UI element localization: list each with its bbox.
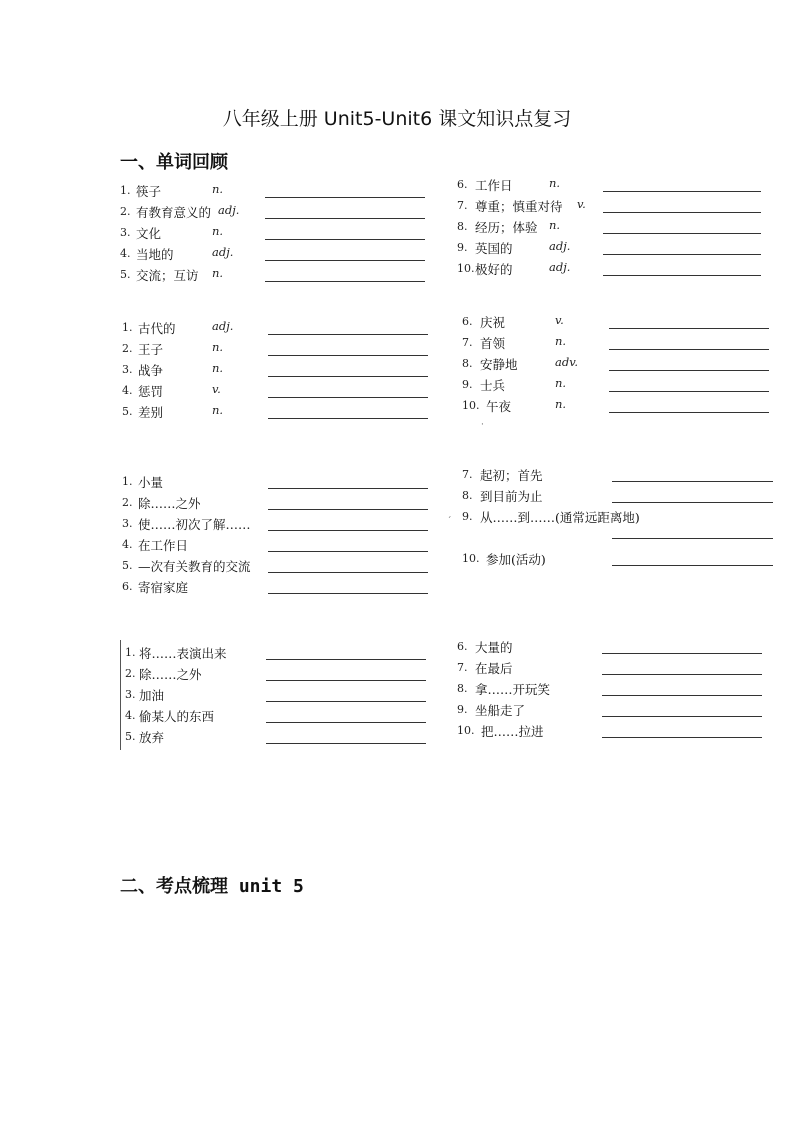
answer-blank[interactable] <box>603 275 761 276</box>
phrase: 寄宿家庭 <box>138 580 189 595</box>
part-of-speech: adj. <box>549 260 571 274</box>
item-number: 5. <box>122 405 133 418</box>
vocab-word: 差别 <box>138 405 164 420</box>
answer-blank[interactable] <box>266 722 426 723</box>
part-of-speech: adv. <box>555 355 579 369</box>
part-of-speech: n. <box>549 176 561 190</box>
phrase: 放弃 <box>139 730 165 745</box>
part-of-speech: n. <box>212 403 224 417</box>
vocab-word: 英国的 <box>475 241 513 256</box>
phrase: 偷某人的东西 <box>139 709 215 724</box>
phrase: 拿……开玩笑 <box>475 682 551 697</box>
phrase: 把……拉进 <box>481 724 544 739</box>
answer-blank[interactable] <box>603 212 761 213</box>
answer-blank[interactable] <box>265 281 425 282</box>
document-title: 八年级上册 Unit5-Unit6 课文知识点复习 <box>222 108 572 130</box>
item-number: 7. <box>457 661 468 674</box>
phrase: 在最后 <box>475 661 513 676</box>
vocab-word: 交流；互访 <box>136 268 199 283</box>
phrase: 从……到……(通常远距离地) <box>480 510 640 525</box>
answer-blank[interactable] <box>612 481 773 482</box>
item-number: 6. <box>122 580 133 593</box>
phrase: 将……表演出来 <box>139 646 227 661</box>
vocab-word: 经历；体验 <box>475 220 538 235</box>
item-number: 6. <box>457 178 468 191</box>
item-number: 8. <box>462 489 473 502</box>
answer-blank[interactable] <box>265 239 425 240</box>
item-number: 3. <box>122 363 133 376</box>
vocab-word: 文化 <box>136 226 162 241</box>
answer-blank[interactable] <box>602 737 762 738</box>
part-of-speech: adj. <box>549 239 571 253</box>
answer-blank[interactable] <box>268 355 428 356</box>
part-of-speech: n. <box>212 361 224 375</box>
item-number: 5. <box>120 268 131 281</box>
answer-blank[interactable] <box>266 680 426 681</box>
item-number: 7. <box>462 336 473 349</box>
item-number: 5. <box>125 730 136 743</box>
item-number: 1. <box>122 321 133 334</box>
answer-blank[interactable] <box>612 565 773 566</box>
part-of-speech: v. <box>577 197 586 211</box>
item-number: 4. <box>125 709 136 722</box>
answer-blank[interactable] <box>603 254 761 255</box>
item-number: 3. <box>122 517 133 530</box>
item-number: 6. <box>457 640 468 653</box>
item-number: 10. <box>457 262 475 275</box>
vocab-word: 古代的 <box>138 321 176 336</box>
answer-blank[interactable] <box>265 260 425 261</box>
answer-blank[interactable] <box>268 488 428 489</box>
answer-blank[interactable] <box>612 538 773 539</box>
item-number: 4. <box>122 384 133 397</box>
part-of-speech: n. <box>212 182 224 196</box>
part-of-speech: v. <box>212 382 221 396</box>
answer-blank[interactable] <box>609 349 769 350</box>
phrase: 大量的 <box>475 640 513 655</box>
item-number: 9. <box>462 378 473 391</box>
scan-edge-line <box>120 640 121 750</box>
vocab-word: 工作日 <box>475 178 513 193</box>
part-of-speech: n. <box>549 218 561 232</box>
answer-blank[interactable] <box>268 397 428 398</box>
vocab-word: 极好的 <box>475 262 513 277</box>
answer-blank[interactable] <box>265 218 425 219</box>
phrase: 坐船走了 <box>475 703 526 718</box>
vocab-word: 午夜 <box>486 399 512 414</box>
scan-speck: ˊ <box>447 517 452 527</box>
item-number: 9. <box>462 510 473 523</box>
answer-blank[interactable] <box>609 328 769 329</box>
phrase: —次有关教育的交流 <box>138 559 251 574</box>
item-number: 10. <box>462 552 480 565</box>
answer-blank[interactable] <box>602 716 762 717</box>
item-number: 2. <box>122 342 133 355</box>
vocab-word: 庆祝 <box>480 315 506 330</box>
answer-blank[interactable] <box>265 197 425 198</box>
item-number: 1. <box>125 646 136 659</box>
vocab-word: 战争 <box>138 363 164 378</box>
answer-blank[interactable] <box>609 370 769 371</box>
phrase: 参加(活动) <box>486 552 546 567</box>
answer-blank[interactable] <box>268 418 428 419</box>
item-number: 7. <box>457 199 468 212</box>
part-of-speech: adj. <box>212 245 234 259</box>
answer-blank[interactable] <box>603 233 761 234</box>
phrase: 起初；首先 <box>480 468 543 483</box>
scan-speck: · <box>481 420 484 430</box>
part-of-speech: n. <box>555 397 567 411</box>
item-number: 9. <box>457 703 468 716</box>
part-of-speech: n. <box>212 340 224 354</box>
section-heading-key-points: 二、考点梳理 unit 5 <box>120 876 304 897</box>
answer-blank[interactable] <box>268 551 428 552</box>
answer-blank[interactable] <box>268 530 428 531</box>
item-number: 8. <box>457 682 468 695</box>
item-number: 1. <box>122 475 133 488</box>
section-heading-vocabulary: 一、单词回顾 <box>120 152 228 173</box>
vocab-word: 惩罚 <box>138 384 164 399</box>
part-of-speech: adj. <box>218 203 240 217</box>
answer-blank[interactable] <box>603 191 761 192</box>
item-number: 10. <box>457 724 475 737</box>
item-number: 6. <box>462 315 473 328</box>
phrase: 加油 <box>139 688 165 703</box>
answer-blank[interactable] <box>268 334 428 335</box>
vocab-word: 尊重；慎重对待 <box>475 199 563 214</box>
answer-blank[interactable] <box>609 391 769 392</box>
vocab-word: 士兵 <box>480 378 506 393</box>
answer-blank[interactable] <box>609 412 769 413</box>
phrase: 小量 <box>138 475 164 490</box>
answer-blank[interactable] <box>268 376 428 377</box>
item-number: 7. <box>462 468 473 481</box>
part-of-speech: adj. <box>212 319 234 333</box>
item-number: 2. <box>122 496 133 509</box>
vocab-word: 筷子 <box>136 184 162 199</box>
phrase: 使……初次了解…… <box>138 517 251 532</box>
item-number: 8. <box>457 220 468 233</box>
answer-blank[interactable] <box>602 674 762 675</box>
vocab-word: 首领 <box>480 336 506 351</box>
vocab-word: 王子 <box>138 342 164 357</box>
part-of-speech: n. <box>555 376 567 390</box>
item-number: 8. <box>462 357 473 370</box>
item-number: 1. <box>120 184 131 197</box>
item-number: 5. <box>122 559 133 572</box>
item-number: 10. <box>462 399 480 412</box>
answer-blank[interactable] <box>266 701 426 702</box>
item-number: 4. <box>122 538 133 551</box>
answer-blank[interactable] <box>268 572 428 573</box>
answer-blank[interactable] <box>602 653 762 654</box>
part-of-speech: n. <box>212 266 224 280</box>
item-number: 4. <box>120 247 131 260</box>
item-number: 9. <box>457 241 468 254</box>
item-number: 2. <box>120 205 131 218</box>
vocab-word: 安静地 <box>480 357 518 372</box>
phrase: 除……之外 <box>139 667 202 682</box>
item-number: 3. <box>120 226 131 239</box>
part-of-speech: v. <box>555 313 564 327</box>
vocab-word: 有教育意义的 <box>136 205 212 220</box>
answer-blank[interactable] <box>266 659 426 660</box>
phrase: 在工作日 <box>138 538 189 553</box>
vocab-word: 当地的 <box>136 247 174 262</box>
answer-blank[interactable] <box>268 593 428 594</box>
phrase: 除……之外 <box>138 496 201 511</box>
part-of-speech: n. <box>212 224 224 238</box>
answer-blank[interactable] <box>268 509 428 510</box>
answer-blank[interactable] <box>612 502 773 503</box>
phrase: 到目前为止 <box>480 489 543 504</box>
item-number: 2. <box>125 667 136 680</box>
answer-blank[interactable] <box>602 695 762 696</box>
part-of-speech: n. <box>555 334 567 348</box>
answer-blank[interactable] <box>266 743 426 744</box>
item-number: 3. <box>125 688 136 701</box>
